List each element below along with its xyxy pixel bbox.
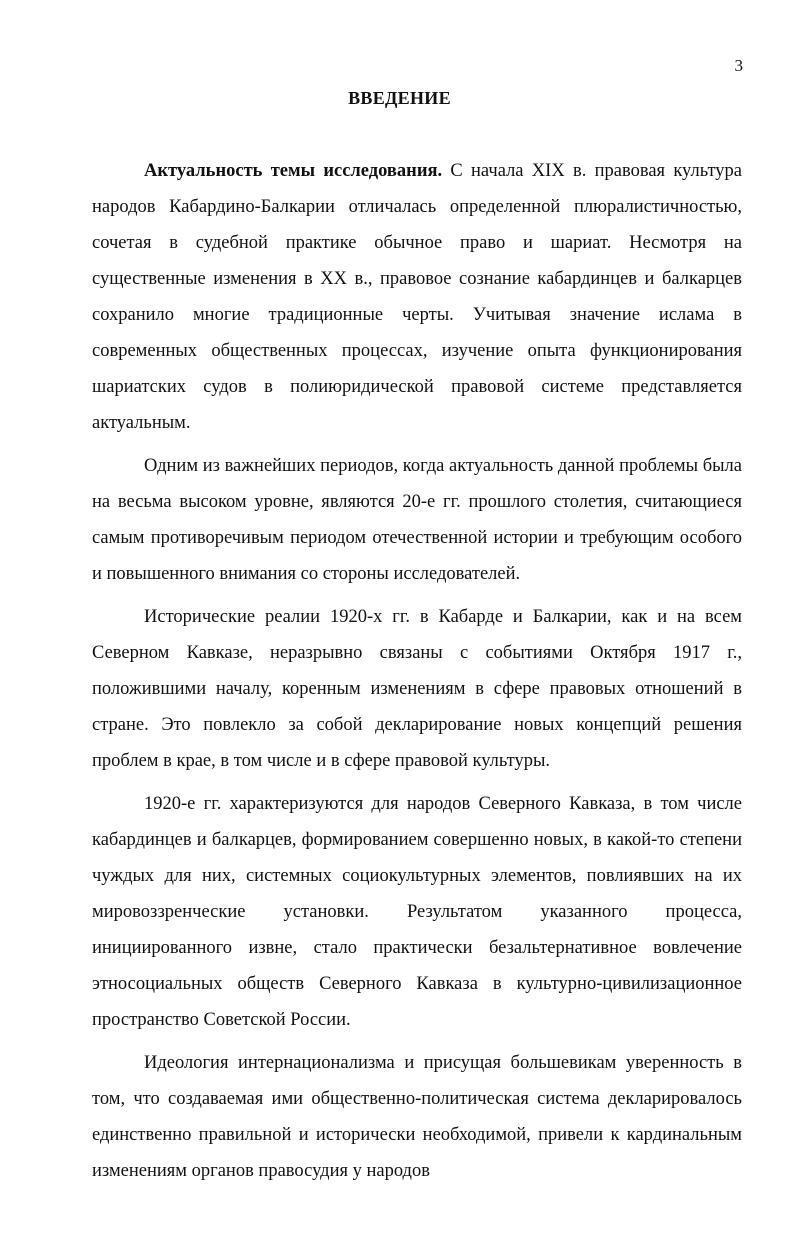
paragraph-text: Исторические реалии 1920-х гг. в Кабарде и Балкарии, как и на всем Северном Кавказе, неразрывно связаны с событиями Октября 1917 г., положившими началу, коренным изменениям в сфере правовых отношений в стране. Это повлекло за собой декларирование новых концепций решения проблем в крае, в том числе и в сфере правовой культуры. (92, 607, 742, 771)
paragraph-lead: Актуальность темы исследования. (144, 161, 443, 181)
section-heading: ВВЕДЕНИЕ (348, 88, 451, 108)
paragraph-5 (92, 1045, 742, 1189)
paragraph-text: Идеология интернационализма и присущая большевикам уверенность в том, что создаваемая ими общественно-политическая система декларировалось единственно правильной и исторически необходимой, привели к кардинальным изменениям органов правосудия у народов (92, 1053, 742, 1181)
paragraph-text: С начала XIX в. правовая культура народов Кабардино-Балкарии отличалась определенной плюралистичностью, сочетая в судебной практике обычное право и шариат. Несмотря на существенные изменения в XX в., правовое сознание кабардинцев и балкарцев сохранило многие традиционные черты. Учитывая значение ислама в современных общественных процессах, изучение опыта функционирования шариатских судов в полиюридической правовой системе представляется актуальным. (92, 161, 743, 433)
paragraph-3 (92, 599, 742, 779)
paragraph-2 (92, 448, 742, 592)
body-text (92, 153, 742, 1196)
paragraph-1 (92, 153, 742, 441)
paragraph-4 (92, 786, 742, 1038)
page-number: 3 (734, 56, 743, 75)
paragraph-text: Одним из важнейших периодов, когда актуальность данной проблемы была на весьма высоком уровне, являются 20-е гг. прошлого столетия, считающиеся самым противоречивым периодом отечественной истории и требующим особого и повышенного внимания со стороны исследователей. (92, 456, 742, 584)
paragraph-text: 1920-е гг. характеризуются для народов Северного Кавказа, в том числе кабардинцев и балкарцев, формированием совершенно новых, в какой-то степени чуждых для них, системных социокультурных элементов, повлиявших на их мировоззренческие установки. Результатом указанного процесса, инициированного извне, стало практически безальтернативное вовлечение этносоциальных обществ Северного Кавказа в культурно-цивилизационное пространство Советской России. (92, 794, 742, 1030)
